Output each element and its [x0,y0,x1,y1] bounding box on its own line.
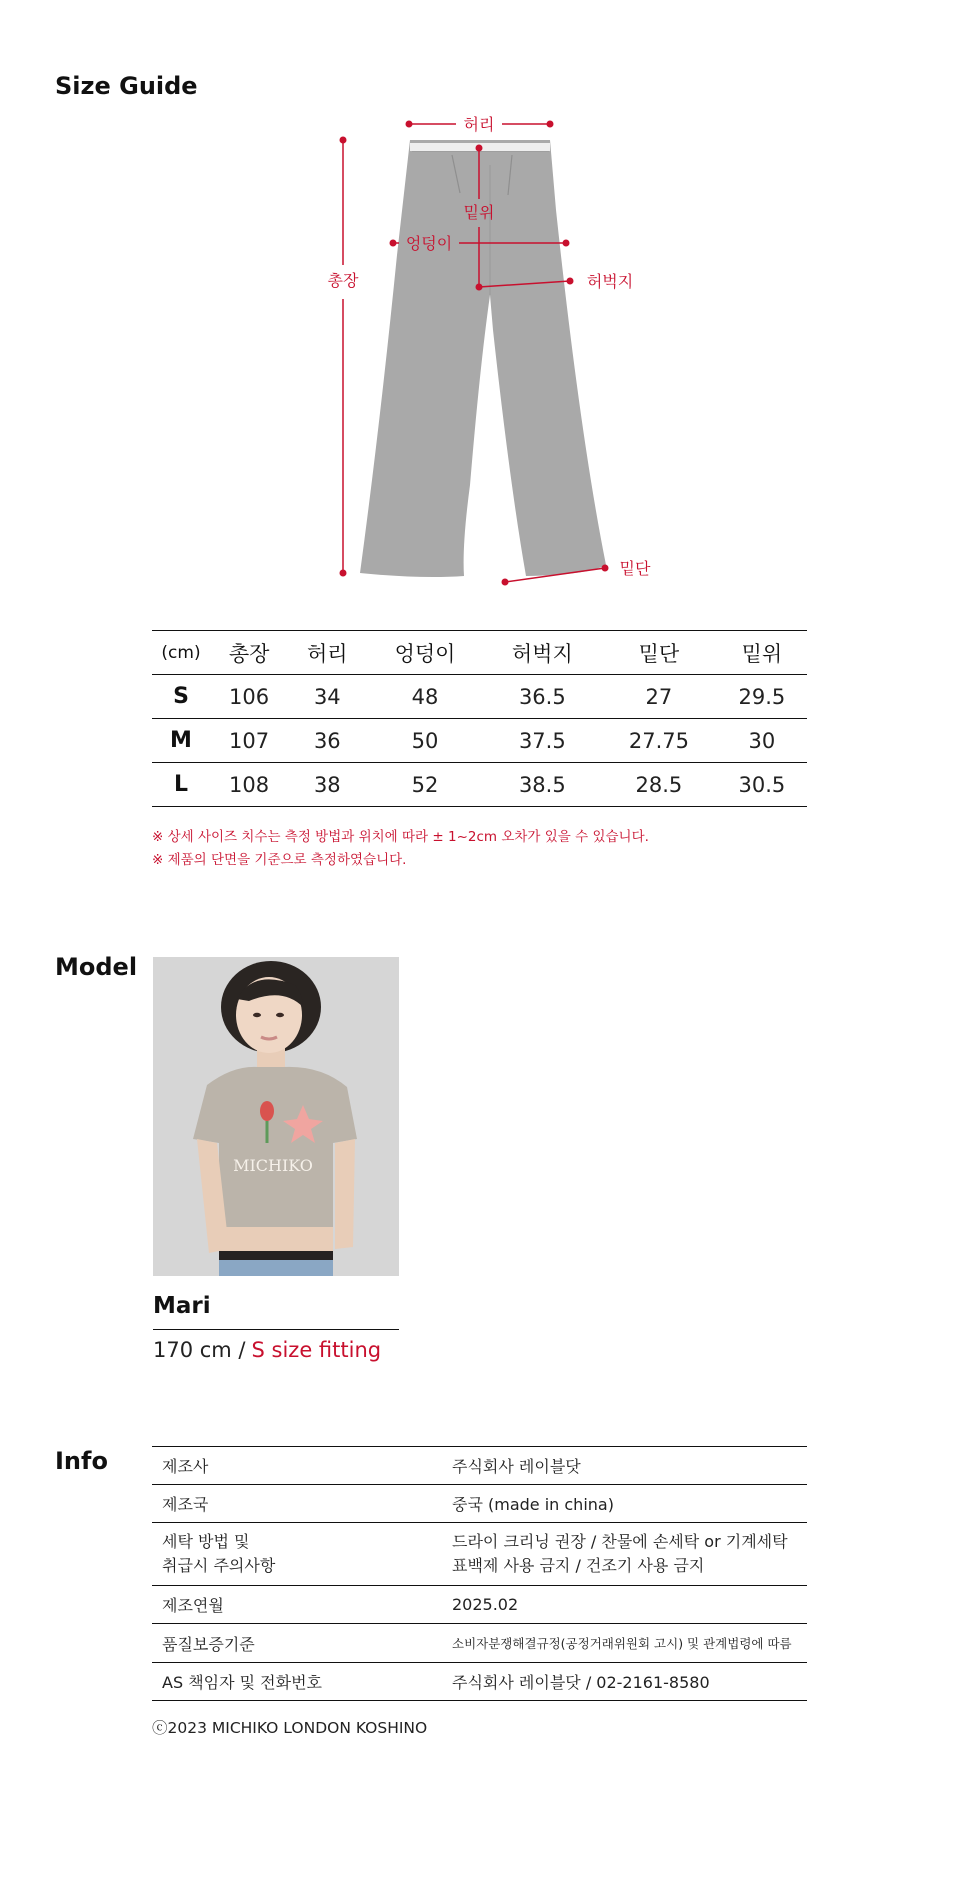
table-cell: 36.5 [484,675,601,719]
info-key: 품질보증기준 [152,1624,442,1663]
table-cell: 48 [366,675,483,719]
table-cell: 38.5 [484,763,601,807]
waist-label: 허리 [463,115,495,134]
table-row [152,1624,807,1663]
info-key: 제조연월 [152,1586,442,1624]
size-note: ※ 상세 사이즈 치수는 측정 방법과 위치에 따라 ± 1~2cm 오차가 있을 수 있습니다. [152,829,649,845]
model-title: Model [55,953,138,981]
table-row [152,1485,807,1523]
info-title: Info [55,1447,108,1475]
info-value: 2025.02 [442,1586,807,1624]
table-row [152,719,807,763]
info-key-line: 취급시 주의사항 [162,1556,276,1575]
table-cell: 36 [288,719,366,763]
table-row [152,763,807,807]
column-header: 밑단 [601,631,717,675]
table-row [152,1586,807,1624]
table-cell: 108 [210,763,288,807]
size-label: L [152,763,210,807]
table-row [152,1447,807,1485]
info-value-line: 표백제 사용 금지 / 건조기 사용 금지 [452,1556,705,1575]
thigh-label: 허벅지 [586,272,634,291]
size-guide-title: Size Guide [55,72,198,100]
info-value: 중국 (made in china) [442,1485,807,1523]
info-key [152,1523,442,1586]
column-header: 엉덩이 [366,631,483,675]
size-notes [152,826,649,872]
size-label: M [152,719,210,763]
unit-label: (cm) [152,631,210,675]
hip-label: 엉덩이 [405,234,453,253]
info-key: 제조국 [152,1485,442,1523]
table-row [152,1663,807,1701]
size-note: ※ 제품의 단면을 기준으로 측정하였습니다. [152,852,407,868]
table-cell: 38 [288,763,366,807]
model-height: 170 cm / [153,1338,246,1362]
table-cell: 30 [717,719,807,763]
size-label: S [152,675,210,719]
table-cell: 30.5 [717,763,807,807]
column-header: 허벅지 [484,631,601,675]
table-cell: 27.75 [601,719,717,763]
info-value: 주식회사 레이블닷 [442,1447,807,1485]
column-header: 허리 [288,631,366,675]
column-header: 총장 [210,631,288,675]
info-key: AS 책임자 및 전화번호 [152,1663,442,1701]
hem-label: 밑단 [619,559,651,578]
pants-measurement-diagram [300,105,680,600]
table-cell: 28.5 [601,763,717,807]
column-header: 밑위 [717,631,807,675]
size-table-header [152,631,807,675]
model-photo [153,957,399,1276]
info-value-line: 드라이 크리닝 권장 / 찬물에 손세탁 or 기계세탁 [452,1532,788,1551]
table-cell: 34 [288,675,366,719]
table-cell: 107 [210,719,288,763]
model-name: Mari [153,1293,399,1330]
table-cell: 27 [601,675,717,719]
model-fitting: S size fitting [251,1338,382,1362]
table-row [152,675,807,719]
info-value [442,1523,807,1586]
table-cell: 106 [210,675,288,719]
table-cell: 52 [366,763,483,807]
size-table [152,630,807,807]
length-label: 총장 [327,271,359,290]
info-value: 주식회사 레이블닷 / 02-2161-8580 [442,1663,807,1701]
table-cell: 29.5 [717,675,807,719]
rise-label: 밑위 [463,203,495,222]
model-illustration [153,957,399,1276]
shirt-print-text: MICHIKO [233,1156,313,1175]
info-table [152,1446,807,1701]
table-cell: 37.5 [484,719,601,763]
table-row [152,1523,807,1586]
info-key-line: 세탁 방법 및 [162,1532,250,1551]
table-cell: 50 [366,719,483,763]
info-value: 소비자분쟁해결규정(공정거래위원회 고시) 및 관계법령에 따름 [442,1624,807,1663]
info-key: 제조사 [152,1447,442,1485]
copyright: ⓒ2023 MICHIKO LONDON KOSHINO [152,1719,428,1737]
model-measurements [153,1338,381,1362]
